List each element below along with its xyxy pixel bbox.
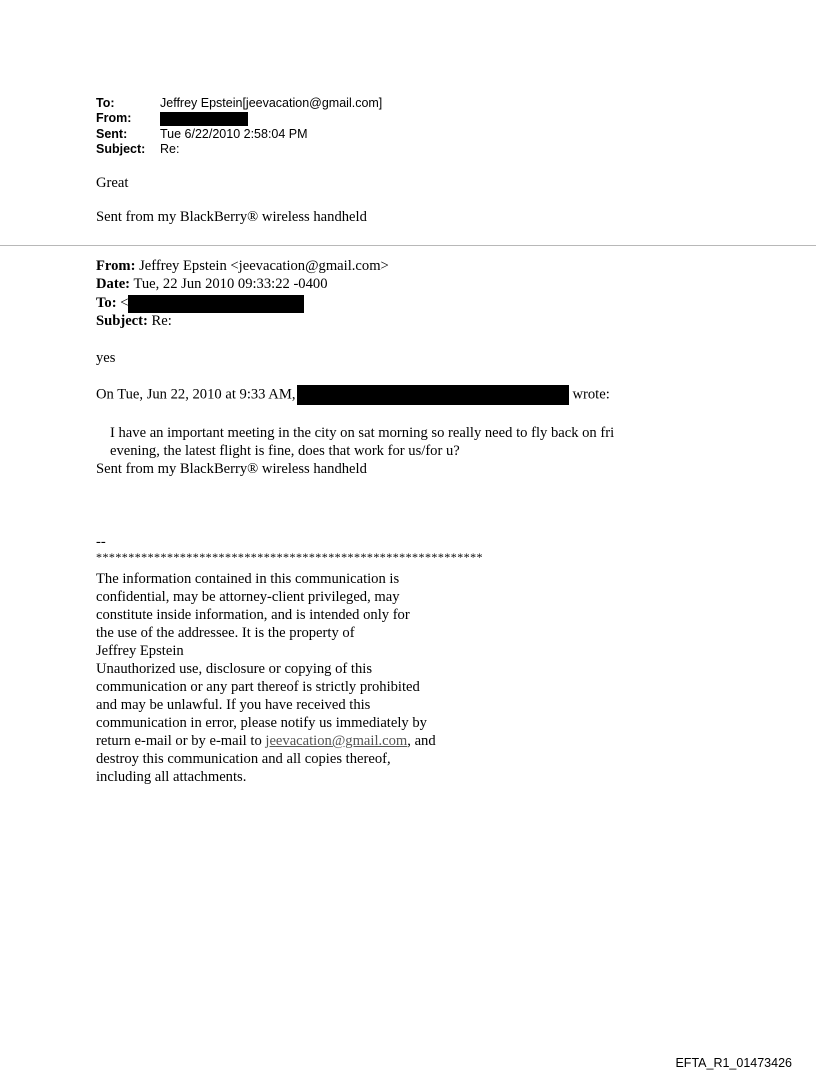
quoted-to-row (96, 294, 304, 313)
email-link[interactable]: jeevacation@gmail.com (265, 733, 408, 749)
from-label: From: (96, 111, 132, 125)
disclaimer-line: constitute inside information, and is intended only for (96, 607, 410, 623)
to-label: To: (96, 96, 115, 110)
quote-intro-suffix: wrote: (572, 386, 610, 403)
redacted-recipient-block (128, 295, 304, 313)
return-prefix: return e-mail or by e-mail to (96, 733, 266, 749)
subject-value: Re: (160, 142, 180, 156)
disclaimer-line: the use of the addressee. It is the property of (96, 625, 355, 641)
disclaimer-line: destroy this communication and all copies thereof, (96, 751, 391, 767)
disclaimer-line: communication in error, please notify us immediately by (96, 715, 427, 731)
header-subject-row (96, 142, 179, 157)
disclaimer-line: The information contained in this communication is (96, 571, 400, 587)
quoted-from-value: Jeffrey Epstein <jeevacation@gmail.com> (139, 258, 389, 274)
quoted-to-value: < (120, 295, 129, 311)
quoted-message-signature: Sent from my BlackBerry® wireless handheld (96, 461, 367, 477)
disclaimer-line: communication or any part thereof is strictly prohibited (96, 679, 420, 695)
disclaimer-return-line (96, 732, 436, 750)
quoted-from-row (96, 257, 389, 275)
first-email-body: Great (96, 175, 129, 191)
first-email-signature: Sent from my BlackBerry® wireless handheld (96, 209, 367, 225)
disclaimer-line: and may be unlawful. If you have received this (96, 697, 371, 713)
redacted-author-block (297, 385, 569, 405)
document-id: EFTA_R1_01473426 (675, 1056, 792, 1070)
sent-label: Sent: (96, 127, 128, 141)
header-from-row (96, 111, 248, 126)
redacted-sender-block (160, 112, 248, 126)
disclaimer-line: Unauthorized use, disclosure or copying of this (96, 661, 373, 677)
header-sent-row (96, 127, 308, 142)
quoted-message-line-2: evening, the latest flight is fine, does that work for us/for u? (110, 443, 460, 459)
disclaimer-line: including all attachments. (96, 769, 247, 785)
email-divider (0, 245, 816, 246)
sent-value: Tue 6/22/2010 2:58:04 PM (160, 127, 308, 141)
signature-separator: -- (96, 534, 106, 550)
to-value: Jeffrey Epstein[jeevacation@gmail.com] (160, 96, 383, 110)
quoted-subject-label: Subject: (96, 313, 148, 329)
quoted-body: yes (96, 350, 116, 366)
quoted-subject-value: Re: (151, 313, 172, 329)
header-to-row (96, 96, 382, 111)
confidentiality-disclaimer (96, 570, 436, 786)
quoted-from-label: From: (96, 258, 136, 274)
quoted-message-line-1: I have an important meeting in the city on sat morning so really need to fly back on fri (110, 425, 615, 441)
quoted-date-value: Tue, 22 Jun 2010 09:33:22 -0400 (133, 276, 328, 292)
asterisk-separator: ************************************************************ (96, 550, 483, 564)
quoted-to-label: To: (96, 295, 117, 311)
quote-intro-line (96, 385, 610, 405)
quoted-subject-row (96, 312, 172, 330)
quoted-date-row (96, 275, 328, 293)
quote-intro-prefix: On Tue, Jun 22, 2010 at 9:33 AM, (96, 386, 296, 403)
disclaimer-line: Jeffrey Epstein (96, 643, 184, 659)
return-suffix: , and (407, 733, 436, 749)
quoted-date-label: Date: (96, 276, 131, 292)
subject-label: Subject: (96, 142, 146, 156)
disclaimer-line: confidential, may be attorney-client privileged, may (96, 589, 400, 605)
